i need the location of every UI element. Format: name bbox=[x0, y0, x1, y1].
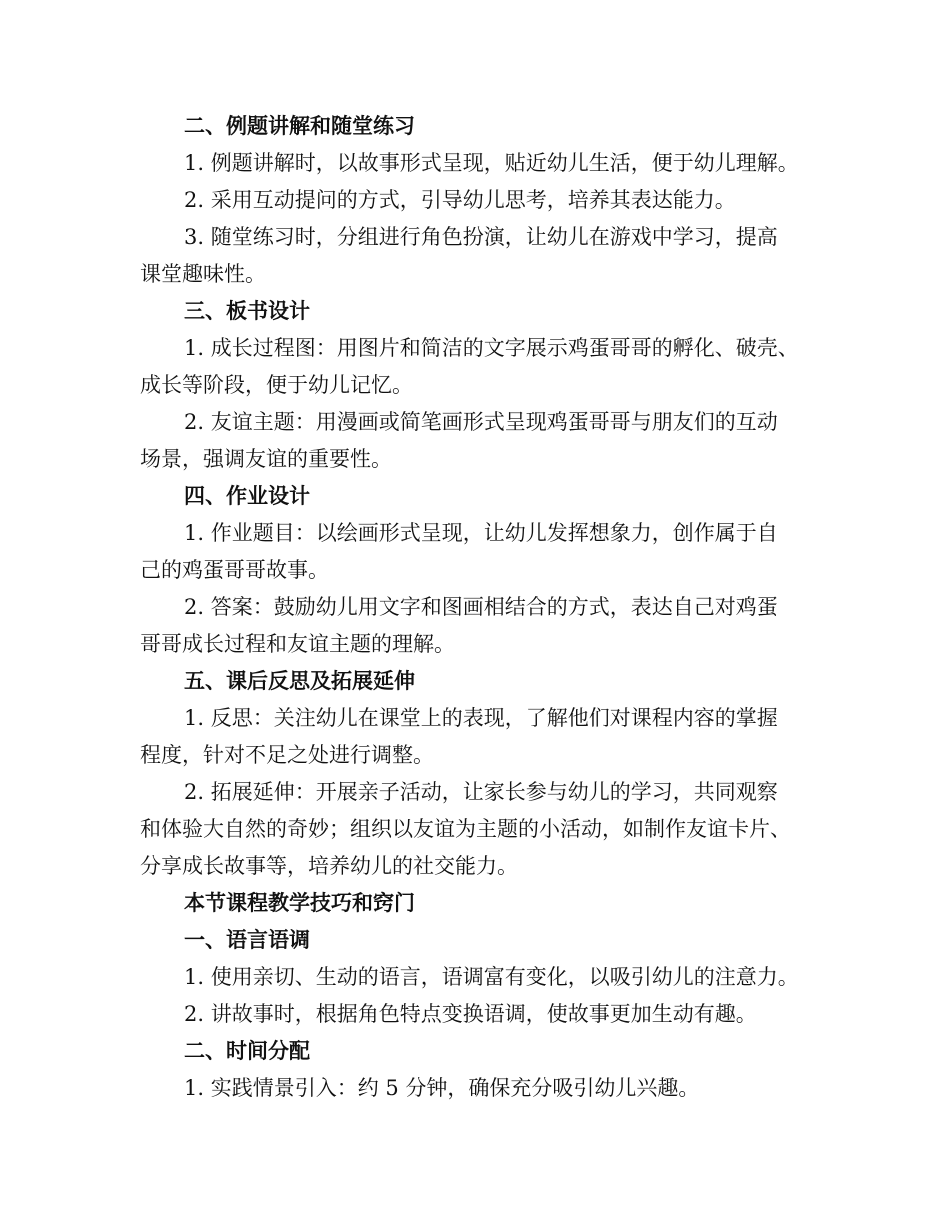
section-heading-homework-design: 四、作业设计 bbox=[184, 484, 310, 508]
paragraph-line: 1. 例题讲解时，以故事形式呈现，贴近幼儿生活，便于幼儿理解。 bbox=[184, 151, 799, 175]
paragraph-line: 己的鸡蛋哥哥故事。 bbox=[140, 558, 329, 582]
section-heading-examples-practice: 二、例题讲解和随堂练习 bbox=[184, 114, 415, 138]
paragraph-line: 场景，强调友谊的重要性。 bbox=[140, 447, 392, 471]
document-page bbox=[140, 108, 812, 1107]
section-heading-board-design: 三、板书设计 bbox=[184, 299, 310, 323]
paragraph-line: 2. 讲故事时，根据角色特点变换语调，使故事更加生动有趣。 bbox=[184, 1002, 757, 1026]
paragraph-line: 2. 友谊主题：用漫画或简笔画形式呈现鸡蛋哥哥与朋友们的互动 bbox=[184, 410, 778, 434]
paragraph-line: 分享成长故事等，培养幼儿的社交能力。 bbox=[140, 854, 518, 878]
paragraph-line: 课堂趣味性。 bbox=[140, 262, 266, 286]
paragraph-line: 成长等阶段，便于幼儿记忆。 bbox=[140, 373, 413, 397]
paragraph-line: 哥哥成长过程和友谊主题的理解。 bbox=[140, 632, 455, 656]
paragraph-line: 1. 作业题目：以绘画形式呈现，让幼儿发挥想象力，创作属于自 bbox=[184, 521, 778, 545]
paragraph-line: 和体验大自然的奇妙；组织以友谊为主题的小活动，如制作友谊卡片、 bbox=[140, 817, 791, 841]
paragraph-line: 1. 反思：关注幼儿在课堂上的表现，了解他们对课程内容的掌握 bbox=[184, 706, 778, 730]
paragraph-line: 2. 答案：鼓励幼儿用文字和图画相结合的方式，表达自己对鸡蛋 bbox=[184, 595, 778, 619]
paragraph-line: 3. 随堂练习时，分组进行角色扮演，让幼儿在游戏中学习，提高 bbox=[184, 225, 778, 249]
paragraph-line: 1. 成长过程图：用图片和简洁的文字展示鸡蛋哥哥的孵化、破壳、 bbox=[184, 336, 799, 360]
section-heading-language-tone: 一、语言语调 bbox=[184, 928, 310, 952]
section-heading-time-allocation: 二、时间分配 bbox=[184, 1039, 310, 1063]
paragraph-line: 2. 拓展延伸：开展亲子活动，让家长参与幼儿的学习，共同观察 bbox=[184, 780, 778, 804]
paragraph-line: 2. 采用互动提问的方式，引导幼儿思考，培养其表达能力。 bbox=[184, 188, 736, 212]
section-heading-reflection-extension: 五、课后反思及拓展延伸 bbox=[184, 669, 415, 693]
paragraph-line: 1. 使用亲切、生动的语言，语调富有变化，以吸引幼儿的注意力。 bbox=[184, 965, 799, 989]
section-heading-teaching-tips: 本节课程教学技巧和窍门 bbox=[184, 891, 415, 915]
paragraph-line: 程度，针对不足之处进行调整。 bbox=[140, 743, 434, 767]
paragraph-line: 1. 实践情景引入：约 5 分钟，确保充分吸引幼儿兴趣。 bbox=[184, 1076, 700, 1100]
